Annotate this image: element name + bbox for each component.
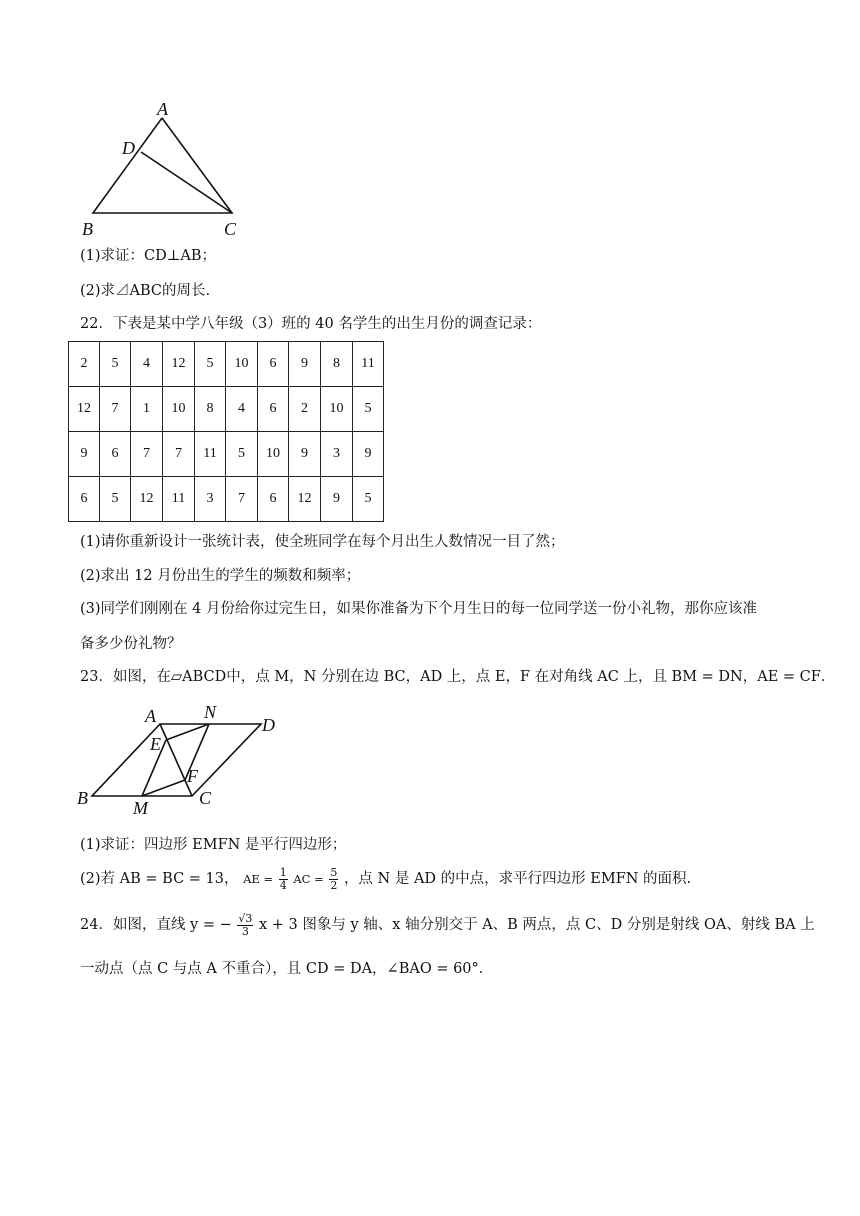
q23-part2-b: ，点 N 是 AD 的中点，求平行四边形 EMFN 的面积.: [343, 871, 692, 887]
birth-month-table: [68, 341, 384, 522]
q24-stem-line2: 一动点（点 C 与点 A 不重合），且 CD = DA，∠BAO = 60°．: [80, 961, 494, 977]
table-cell: 11: [163, 477, 195, 522]
table-cell: 12: [289, 477, 321, 522]
table-cell: 7: [100, 387, 131, 432]
table-cell: 4: [226, 387, 258, 432]
parallelogram-figure: [76, 700, 286, 820]
table-cell: 7: [163, 432, 195, 477]
table-cell: 8: [195, 387, 226, 432]
label-a: A: [145, 706, 156, 726]
q24-stem-b: x + 3 图象与 y 轴、x 轴分别交于 A、B 两点，点 C、D 分别是射线 OA、射线 BA 上: [259, 917, 815, 933]
q23-ac-label: AC =: [293, 872, 324, 886]
table-cell: 9: [321, 477, 353, 522]
fraction-denominator: 2: [330, 878, 338, 892]
table-cell: 10: [163, 387, 195, 432]
label-c: C: [224, 219, 237, 239]
table-cell: 5: [353, 477, 384, 522]
table-cell: 8: [321, 342, 353, 387]
table-cell: 7: [226, 477, 258, 522]
fraction-denominator: 4: [279, 878, 287, 892]
q23-stem: 23．如图，在▱ABCD中，点 M，N 分别在边 BC，AD 上，点 E，F 在对角线 AC 上，且 BM = DN，AE = CF．: [80, 669, 836, 685]
table-cell: 3: [195, 477, 226, 522]
fraction-numerator: 5: [330, 865, 338, 879]
q22-part3-line1: (3)同学们刚刚在 4 月份给你过完生日，如果你准备为下个月生日的每一位同学送一份小礼物，那你应该准: [80, 601, 757, 617]
label-f: F: [187, 766, 198, 786]
fraction-numerator: √3: [238, 911, 253, 925]
fraction-one-quarter: [279, 867, 288, 892]
table-row: [69, 432, 384, 477]
table-cell: 9: [353, 432, 384, 477]
label-d: D: [262, 715, 275, 735]
table-cell: 2: [289, 387, 321, 432]
table-cell: 10: [226, 342, 258, 387]
label-e: E: [150, 734, 161, 754]
q24-stem-a: 24．如图，直线 y = −: [80, 917, 232, 933]
table-cell: 10: [258, 432, 289, 477]
table-row: [69, 477, 384, 522]
table-cell: 7: [131, 432, 163, 477]
fraction-sqrt3-over-3: [237, 913, 253, 938]
table-cell: 11: [353, 342, 384, 387]
q22-stem: 22．下表是某中学八年级（3）班的 40 名学生的出生月份的调查记录：: [80, 316, 542, 332]
q23-part2: [80, 866, 691, 892]
fraction-numerator: 1: [279, 865, 287, 879]
q22-part2: (2)求出 12 月份出生的学生的频数和频率；: [80, 568, 361, 584]
q23-ae-label: AE =: [243, 872, 274, 886]
q24-stem-line1: [80, 912, 815, 938]
q22-part1: (1)请你重新设计一张统计表，使全班同学在每个月出生人数情况一目了然；: [80, 534, 565, 550]
table-cell: 5: [226, 432, 258, 477]
table-cell: 6: [258, 342, 289, 387]
label-d: D: [122, 138, 135, 158]
fraction-denominator: 3: [241, 924, 249, 938]
table-cell: 2: [69, 342, 100, 387]
table-cell: 11: [195, 432, 226, 477]
table-row: [69, 342, 384, 387]
table-cell: 6: [69, 477, 100, 522]
table-cell: 9: [289, 432, 321, 477]
table-cell: 4: [131, 342, 163, 387]
label-a: A: [157, 99, 168, 119]
q21-part2: (2)求⊿ABC的周长.: [80, 283, 211, 299]
table-cell: 10: [321, 387, 353, 432]
table-cell: 5: [100, 342, 131, 387]
q22-part3-line2: 备多少份礼物？: [80, 636, 182, 652]
triangle-figure: [80, 98, 250, 240]
table-cell: 6: [258, 387, 289, 432]
table-cell: 6: [258, 477, 289, 522]
table-cell: 6: [100, 432, 131, 477]
label-n: N: [204, 702, 217, 722]
q21-part1: (1)求证：CD⊥AB；: [80, 248, 217, 264]
label-b: B: [77, 788, 88, 808]
table-cell: 5: [100, 477, 131, 522]
table-cell: 9: [69, 432, 100, 477]
fraction-five-halves: [329, 867, 338, 892]
table-cell: 9: [289, 342, 321, 387]
table-cell: 5: [353, 387, 384, 432]
q23-part1: (1)求证：四边形 EMFN 是平行四边形；: [80, 837, 347, 853]
label-c: C: [199, 788, 212, 808]
label-b: B: [82, 219, 93, 239]
q23-part2-a: (2)若 AB = BC = 13，: [80, 871, 239, 887]
table-cell: 12: [69, 387, 100, 432]
table-cell: 12: [163, 342, 195, 387]
label-m: M: [133, 798, 148, 818]
table-row: [69, 387, 384, 432]
table-cell: 5: [195, 342, 226, 387]
table-cell: 3: [321, 432, 353, 477]
table-cell: 1: [131, 387, 163, 432]
table-cell: 12: [131, 477, 163, 522]
